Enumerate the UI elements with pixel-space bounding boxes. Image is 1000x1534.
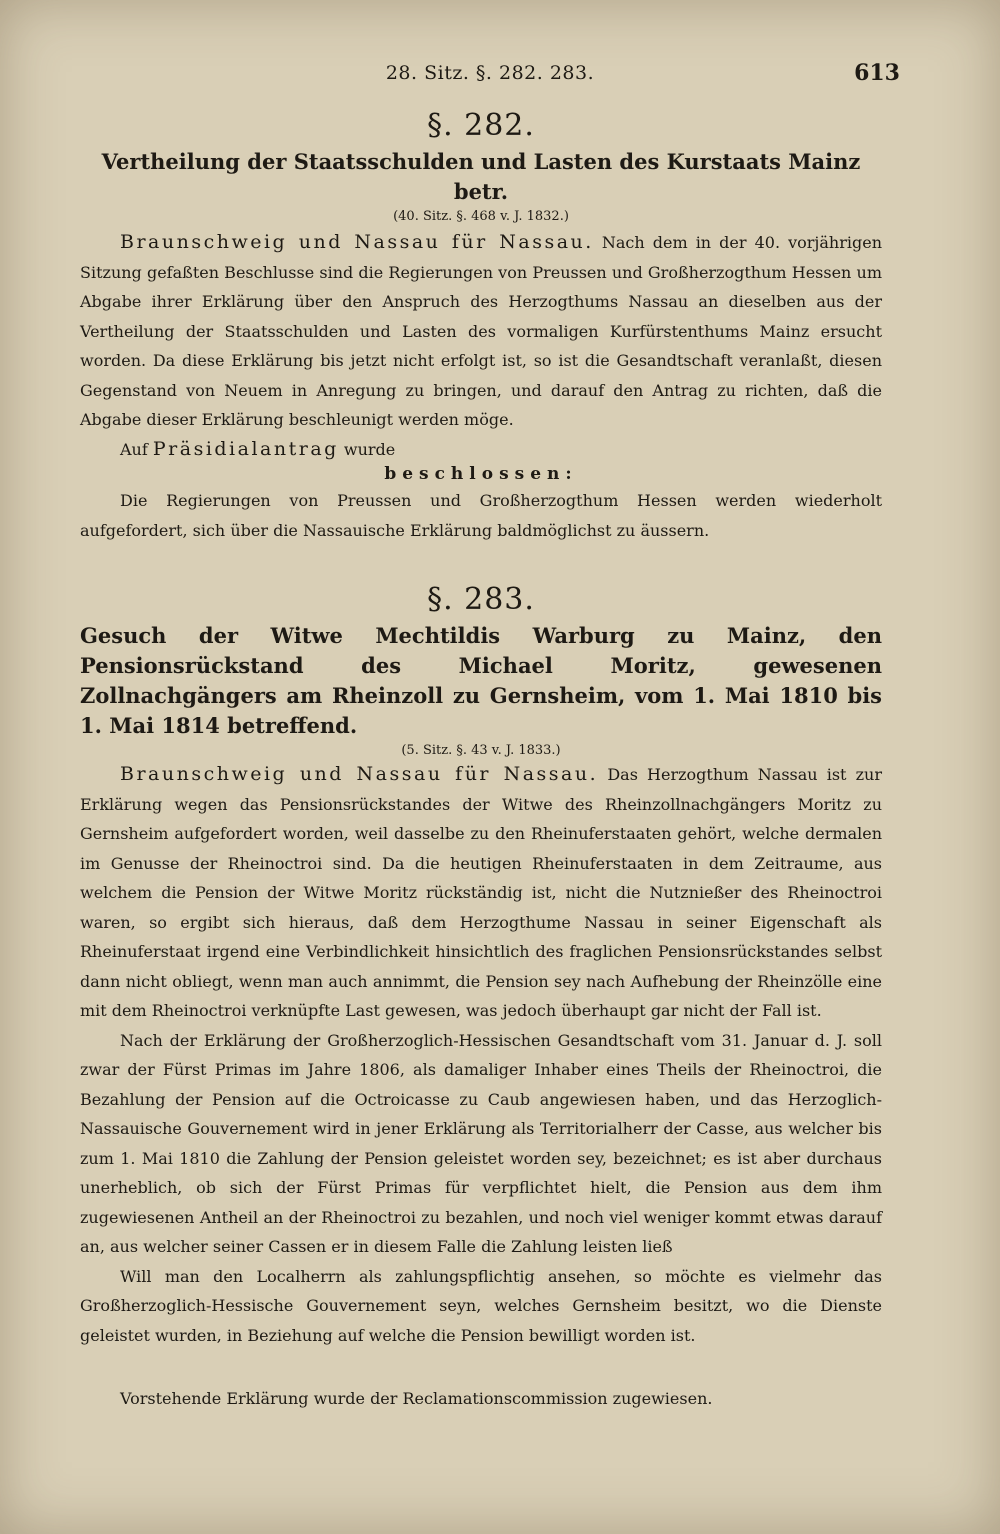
section-282-p2-suffix: wurde <box>343 439 396 459</box>
section-282-p2-prefix: Auf <box>120 439 148 459</box>
running-head <box>80 62 900 92</box>
section-282-paragraph-3: Die Regierungen von Preussen und Großherzogthum Hessen werden wiederholt aufgefordert, sich über die Nassauische Erklärung baldmöglichst zu äussern. <box>80 491 882 540</box>
section-283-paragraph-3: Will man den Localherrn als zahlungspflichtig ansehen, so möchte es vielmehr das Großherzoglich-Hessische Gouvernement seyn, welches Gernsheim besitzt, wo die Dienste geleistet wurden, in Beziehung auf welche die Pension bewilligt worden ist. <box>80 1266 882 1345</box>
section-282-p2-spaced: Präsidialantrag <box>152 437 339 460</box>
section-283-reference: (5. Sitz. §. 43 v. J. 1833.) <box>401 743 561 758</box>
section-282-decision: beschlossen: <box>384 464 578 484</box>
section-282-paragraph-1 <box>80 228 882 435</box>
section-283-paragraph-2: Nach der Erklärung der Großherzoglich-Hessischen Gesandtschaft vom 31. Januar d. J. soll zwar der Fürst Primas im Jahre 1806, als damaliger Inhaber eines Theils der Rheinoctroi, die Bezahlung der Pension auf die Octroicasse zu Caub angewiesen haben, und das Herzoglich-Nassauische Gouvernement wird in jener Erklärung als Territorialherr der Casse, aus welcher bis zum 1. Mai 1810 die Zahlung der Pension geleistet worden sey, bezeichnet; es ist aber durchaus unerheblich, ob sich der Fürst Primas für verpflichtet hielt, die Pension aus dem ihm zugewiesenen Antheil an der Rheinoctroi zu bezahlen, und noch viel weniger kommt etwas darauf an, aus welcher seiner Cassen er in diesem Falle die Zahlung leisten ließ <box>80 1030 882 1256</box>
section-283-vote-lead: Braunschweig und Nassau für Nassau. <box>120 763 599 785</box>
section-283 <box>80 582 882 1350</box>
running-title: 28. Sitz. §. 282. 283. <box>385 62 595 84</box>
section-283-number: §. 283. <box>427 582 535 617</box>
section-283-footer-note: Vorstehende Erklärung wurde der Reclamationscommission zugewiesen. <box>120 1389 713 1408</box>
section-282-vote-lead: Braunschweig und Nassau für Nassau. <box>120 231 594 253</box>
section-282-number: §. 282. <box>427 108 535 143</box>
section-283-paragraph-1 <box>80 760 882 1026</box>
section-283-title: Gesuch der Witwe Mechtildis Warburg zu Mainz, den Pensionsrückstand des Michael Moritz, gewesenen Zollnachgängers am Rheinzoll zu Gernsheim, vom 1. Mai 1810 bis 1. Mai 1814 betreffend. <box>80 623 882 738</box>
section-282-reference: (40. Sitz. §. 468 v. J. 1832.) <box>393 209 569 224</box>
section-282 <box>80 108 882 545</box>
page-number: 613 <box>854 60 900 86</box>
section-283-paragraph-1-text: Das Herzogthum Nassau ist zur Erklärung wegen das Pensionsrückstandes der Witwe des Rheinzollnachgängers Moritz zu Gernsheim aufgefordert worden, weil dasselbe zu den Rheinuferstaaten gehört, welche dermalen im Genusse der Rheinoctroi sind. Da die heutigen Rheinuferstaaten in dem Zeitraume, aus welchem die Pension der Witwe Moritz rückständig ist, nicht die Nutznießer des Rheinoctroi waren, so ergibt sich hieraus, daß dem Herzogthume Nassau in seiner Eigenschaft als Rheinuferstaat irgend eine Verbindlichkeit hinsichtlich des fraglichen Pensionsrückstandes selbst dann nicht obliegt, wenn man auch annimmt, die Pension sey nach Aufhebung der Rheinzölle eine mit dem Rheinoctroi verknüpfte Last gewesen, was jedoch überhaupt gar nicht der Fall ist. <box>80 765 883 1020</box>
section-282-paragraph-2 <box>80 435 882 465</box>
section-282-paragraph-1-text: Nach dem in der 40. vorjährigen Sitzung gefaßten Beschlusse sind die Regierungen von Preussen und Großherzogthum Hessen um Abgabe ihrer Erklärung über den Anspruch des Herzogthums Nassau an dieselben aus der Vertheilung der Staatsschulden und Lasten des vormaligen Kurfürstenthums Mainz ersucht worden. Da diese Erklärung bis jetzt nicht erfolgt ist, so ist die Gesandtschaft veranlaßt, diesen Gegenstand von Neuem in Anregung zu bringen, und darauf den Antrag zu richten, daß die Abgabe dieser Erklärung beschleunigt werden möge. <box>80 233 882 429</box>
section-282-title: Vertheilung der Staatsschulden und Lasten des Kurstaats Mainz betr. <box>101 149 861 204</box>
